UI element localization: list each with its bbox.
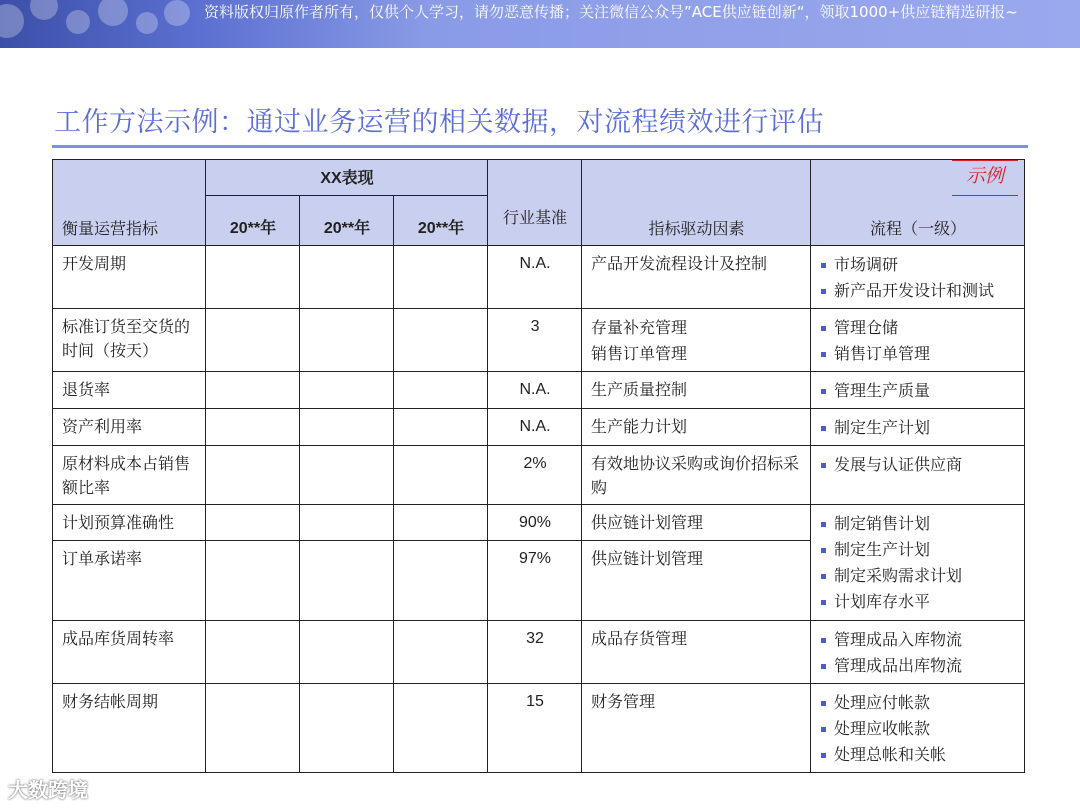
metric-cell: 成品库货周转率: [53, 621, 206, 684]
header-metric: 衡量运营指标: [53, 160, 206, 246]
year-cell: [300, 684, 394, 773]
process-item: 处理应收帐款: [820, 716, 1016, 742]
benchmark-cell: 90%: [488, 505, 582, 541]
metric-cell: 财务结帐周期: [53, 684, 206, 773]
year-cell: [206, 246, 300, 309]
year-cell: [300, 309, 394, 372]
process-cell: [811, 621, 1025, 684]
metrics-table: [52, 159, 1025, 773]
header-year-3: 20**年: [394, 196, 488, 246]
process-cell: [811, 372, 1025, 409]
driver-text: 供应链计划管理: [591, 549, 704, 568]
drivers-cell: [582, 372, 811, 409]
header-benchmark: 行业基准: [488, 160, 582, 246]
drivers-cell: [582, 684, 811, 773]
year-cell: [394, 446, 488, 505]
process-cell: [811, 684, 1025, 773]
process-item: 制定生产计划: [820, 537, 1016, 563]
process-cell: [811, 246, 1025, 309]
year-cell: [206, 541, 300, 621]
header-drivers: 指标驱动因素: [582, 160, 811, 246]
title-rule: [52, 145, 1028, 148]
process-item: 制定销售计划: [820, 511, 1016, 537]
header-process: 流程（一级）: [811, 160, 1025, 246]
driver-text: 供应链计划管理: [591, 513, 704, 532]
metric-cell: 原材料成本占销售额比率: [53, 446, 206, 505]
process-item: 销售订单管理: [820, 341, 1016, 367]
year-cell: [206, 621, 300, 684]
header-year-2: 20**年: [300, 196, 394, 246]
benchmark-cell: 2%: [488, 446, 582, 505]
year-cell: [206, 372, 300, 409]
process-item: 制定生产计划: [820, 415, 1016, 441]
driver-text: 产品开发流程设计及控制: [591, 254, 768, 273]
benchmark-cell: 32: [488, 621, 582, 684]
banner-decoration: [0, 0, 200, 48]
process-item: 市场调研: [820, 252, 1016, 278]
drivers-cell: [582, 505, 811, 541]
year-cell: [206, 309, 300, 372]
process-item: 新产品开发设计和测试: [820, 278, 1016, 304]
year-cell: [394, 409, 488, 446]
driver-text: 生产能力计划: [591, 417, 688, 436]
driver-text: 有效地协议采购或询价招标采购: [591, 454, 800, 497]
year-cell: [394, 246, 488, 309]
drivers-cell: [582, 446, 811, 505]
table-row: [53, 446, 1025, 505]
benchmark-cell: 15: [488, 684, 582, 773]
year-cell: [300, 372, 394, 409]
table-row: [53, 246, 1025, 309]
year-cell: [394, 505, 488, 541]
header-year-1: 20**年: [206, 196, 300, 246]
process-cell: [811, 446, 1025, 505]
year-cell: [206, 409, 300, 446]
driver-text: 存量补充管理: [591, 318, 688, 337]
year-cell: [300, 446, 394, 505]
metric-cell: 计划预算准确性: [53, 505, 206, 541]
metric-cell: 退货率: [53, 372, 206, 409]
year-cell: [394, 684, 488, 773]
metric-cell: 订单承诺率: [53, 541, 206, 621]
drivers-cell: [582, 309, 811, 372]
drivers-cell: [582, 409, 811, 446]
page-title: 工作方法示例：通过业务运营的相关数据，对流程绩效进行评估: [54, 107, 824, 138]
benchmark-cell: N.A.: [488, 409, 582, 446]
table-row: [53, 372, 1025, 409]
watermark-logo: 大数跨境: [8, 778, 88, 802]
process-cell: [811, 309, 1025, 372]
year-cell: [394, 372, 488, 409]
process-item: 管理仓储: [820, 315, 1016, 341]
year-cell: [206, 505, 300, 541]
benchmark-cell: 3: [488, 309, 582, 372]
top-banner: [0, 0, 1080, 48]
process-item: 计划库存水平: [820, 589, 1016, 615]
table-row: [53, 621, 1025, 684]
table-row: [53, 409, 1025, 446]
sample-tag: 示例: [952, 160, 1018, 196]
process-cell: [811, 409, 1025, 446]
year-cell: [300, 505, 394, 541]
year-cell: [300, 541, 394, 621]
driver-text: 生产质量控制: [591, 380, 688, 399]
process-item: 管理生产质量: [820, 378, 1016, 404]
driver-text: 销售订单管理: [591, 344, 688, 363]
process-item: 处理应付帐款: [820, 690, 1016, 716]
driver-text: 财务管理: [591, 692, 656, 711]
metric-cell: 资产利用率: [53, 409, 206, 446]
process-cell: [811, 505, 1025, 621]
process-item: 管理成品出库物流: [820, 653, 1016, 679]
process-item: 管理成品入库物流: [820, 627, 1016, 653]
year-cell: [394, 309, 488, 372]
driver-text: 成品存货管理: [591, 629, 688, 648]
process-item: 处理总帐和关帐: [820, 742, 1016, 768]
process-item: 制定采购需求计划: [820, 563, 1016, 589]
benchmark-cell: 97%: [488, 541, 582, 621]
drivers-cell: [582, 541, 811, 621]
benchmark-cell: N.A.: [488, 246, 582, 309]
table-row: [53, 684, 1025, 773]
banner-text: 资料版权归原作者所有，仅供个人学习，请勿恶意传播；关注微信公众号”ACE供应链创新“，领取1000+供应链精选研报~: [204, 3, 1018, 21]
metric-cell: 标准订货至交货的时间（按天）: [53, 309, 206, 372]
benchmark-cell: N.A.: [488, 372, 582, 409]
drivers-cell: [582, 621, 811, 684]
table-row: [53, 505, 1025, 541]
process-item: 发展与认证供应商: [820, 452, 1016, 478]
year-cell: [206, 446, 300, 505]
drivers-cell: [582, 246, 811, 309]
year-cell: [394, 541, 488, 621]
year-cell: [300, 246, 394, 309]
year-cell: [206, 684, 300, 773]
table-row: [53, 309, 1025, 372]
year-cell: [394, 621, 488, 684]
year-cell: [300, 621, 394, 684]
header-xx-performance: XX表现: [206, 160, 488, 196]
metric-cell: 开发周期: [53, 246, 206, 309]
year-cell: [300, 409, 394, 446]
